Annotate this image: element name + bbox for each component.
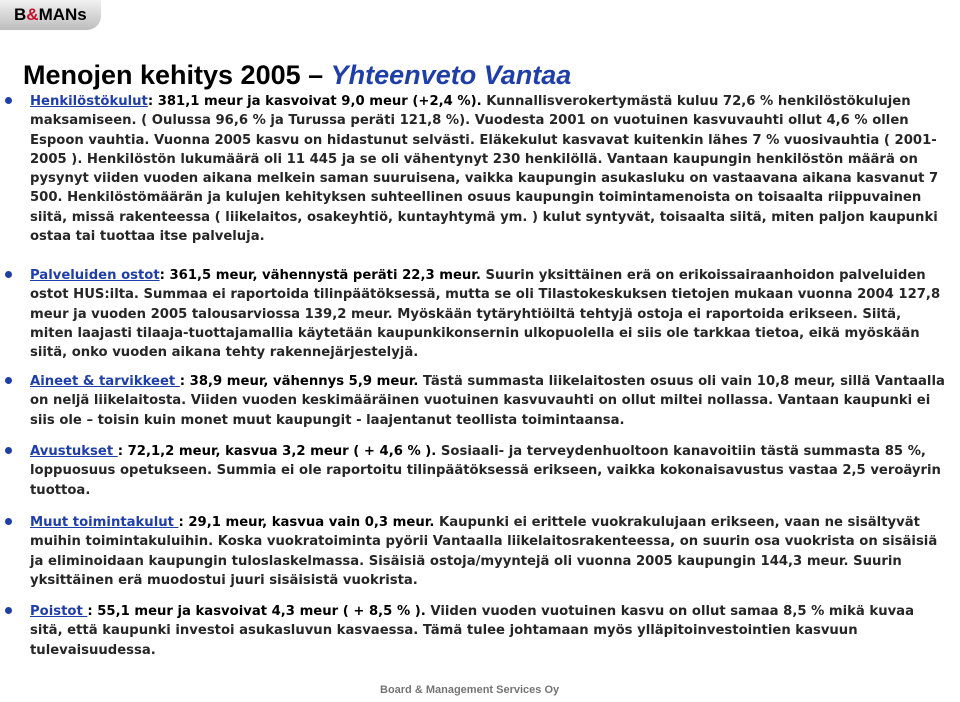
bullet-heading-value: : 38,9 meur, vähennys 5,9 meur. — [179, 374, 419, 389]
bullet-dot-icon — [5, 97, 12, 104]
bullet-heading-value: : 381,1 meur ja kasvoivat 9,0 meur (+2,4 %). — [147, 94, 482, 109]
bullet-body: Tästä summasta liikelaitosten osuus oli vain 10,8 meur, sillä Vantaalla on neljä liikelaitosta. Viiden vuoden keskimääräinen vuotuinen kasvuvauhti on ollut miltei nollassa. Vantaan kaupunki ei siis ole – toisin kuin monet muut kaupungit - laajentanut teollista toimintaansa. — [30, 374, 945, 428]
bullet-heading-link[interactable]: Poistot — [30, 604, 88, 619]
bullet-heading-link[interactable]: Aineet & tarvikkeet — [30, 374, 180, 389]
bullet-muut-toimintakulut — [30, 513, 946, 590]
logo-prefix: B — [14, 5, 27, 24]
bullet-heading-link[interactable]: Palveluiden ostot — [30, 268, 160, 283]
bullet-dot-icon — [5, 607, 12, 614]
bullet-body: Viiden vuoden vuotuinen kasvu on ollut samaa 8,5 % mikä kuvaa sitä, että kaupunki investoi asukasluvun kasvaessa. Tämä tulee johtamaan myös ylläpitoinvestointien kasvuun tulevaisuudessa. — [30, 604, 914, 658]
title-italic: Yhteenveto Vantaa — [330, 60, 572, 90]
bullet-body: Sosiaali- ja terveydenhuoltoon kanavoitiin tästä summasta 85 %, loppuosuus opetukseen. Summia ei ole raportoitu tilinpäätöksessä erikseen, vaikka kokonaisavustus vastaa 2,5 veroäyrin tuottoa. — [30, 444, 941, 498]
bullet-dot-icon — [5, 447, 12, 454]
bullet-heading-value: : 29,1 meur, kasvua vain 0,3 meur. — [178, 515, 435, 530]
bullet-heading-link[interactable]: Henkilöstökulut — [30, 94, 148, 109]
bullet-heading-link[interactable]: Avustukset — [30, 444, 118, 459]
bullet-body: Kaupunki ei erittele vuokrakulujaan erikseen, vaan ne sisältyvät muihin toimintakuluihin. Koska vuokratoiminta pyörii Vantaalla liikelaitosrakenteessa, on suurin osa vuokrista on sisäisiä ja eliminoidaan kaupungin tuloslaskelmassa. Sisäisiä ostoja/myyntejä oli vuonna 2005 kaupungin 144,3 meur. Suurin yksittäinen erä muodostui juuri sisäisistä vuokrista. — [30, 515, 938, 588]
bullet-heading-value: : 55,1 meur ja kasvoivat 4,3 meur ( + 8,5 % ). — [87, 604, 426, 619]
bullet-avustukset — [30, 442, 946, 500]
bullet-dot-icon — [5, 271, 12, 278]
bullet-aineet-tarvikkeet — [30, 372, 946, 430]
bullet-henkilostokulut — [30, 92, 946, 246]
bullet-heading-value: : 361,5 meur, vähennystä peräti 22,3 meur. — [159, 268, 481, 283]
bullet-heading-value: : 72,1,2 meur, kasvua 3,2 meur ( + 4,6 % ). — [117, 444, 437, 459]
bullet-poistot — [30, 602, 946, 660]
logo-ampersand: & — [26, 5, 39, 24]
page-title — [23, 60, 571, 91]
footer-company: Board & Management Services Oy — [380, 684, 560, 696]
bmans-logo — [0, 0, 101, 30]
title-main: Menojen kehitys 2005 – — [23, 60, 324, 90]
bullet-body: Suurin yksittäinen erä on erikoissairaanhoidon palveluiden ostot HUS:ilta. Summaa ei raportoida tilinpäätöksessä, mutta se oli Tilastokeskuksen tietojen mukaan vuonna 2004 127,8 meur ja vuoden 2005 talousarviossa 139,2 meur. Myöskään tytäryhtiöiltä tehtyjä ostoja ei raportoida erikseen. Siitä, miten laajasti tilaaja-tuottajamallia käytetään kaupunkikonsernin ulkopuolella ei siis ole tarkkaa tietoa, eikä myöskään siitä, onko vuoden aikana tehty rakennejärjestelyjä. — [30, 268, 941, 361]
bullet-heading-link[interactable]: Muut toimintakulut — [30, 515, 179, 530]
bullet-body: Kunnallisverokertymästä kuluu 72,6 % henkilöstökulujen maksamiseen. ( Oulussa 96,6 % ja Turussa peräti 121,8 %). Vuodesta 2001 on vuotuinen kasvuvauhti ollut 4,6 % ollen Espoon vauhtia. Vuonna 2005 kasvu on hidastunut selvästi. Eläkekulut kasvavat kuitenkin lähes 7 % vuosivauhtia ( 2001-2005 ). Henkilöstön lukumäärä oli 11 445 ja se oli vähentynyt 230 henkilöllä. Vantaan kaupungin henkilöstön määrä on pysynyt viiden vuoden aikana melkein saman suuruisena, vaikka kaupungin asukasluku on vastaavana aikana kasvanut 7 500. Henkilöstömäärän ja kulujen kehityksen suhteellinen osuus kaupungin toimintamenoista on toisaalta riippuvainen siitä, missä rakenteessa ( liikelaitos, osakeyhtiö, kuntayhtymä ym. ) kulut syntyvät, toisaalta siitä, miten paljon kaupunki ostaa tai tuottaa itse palveluja. — [30, 94, 939, 245]
logo-suffix: MANs — [38, 5, 87, 24]
bullet-palveluiden-ostot — [30, 266, 946, 362]
bullet-dot-icon — [5, 377, 12, 384]
bullet-dot-icon — [5, 518, 12, 525]
